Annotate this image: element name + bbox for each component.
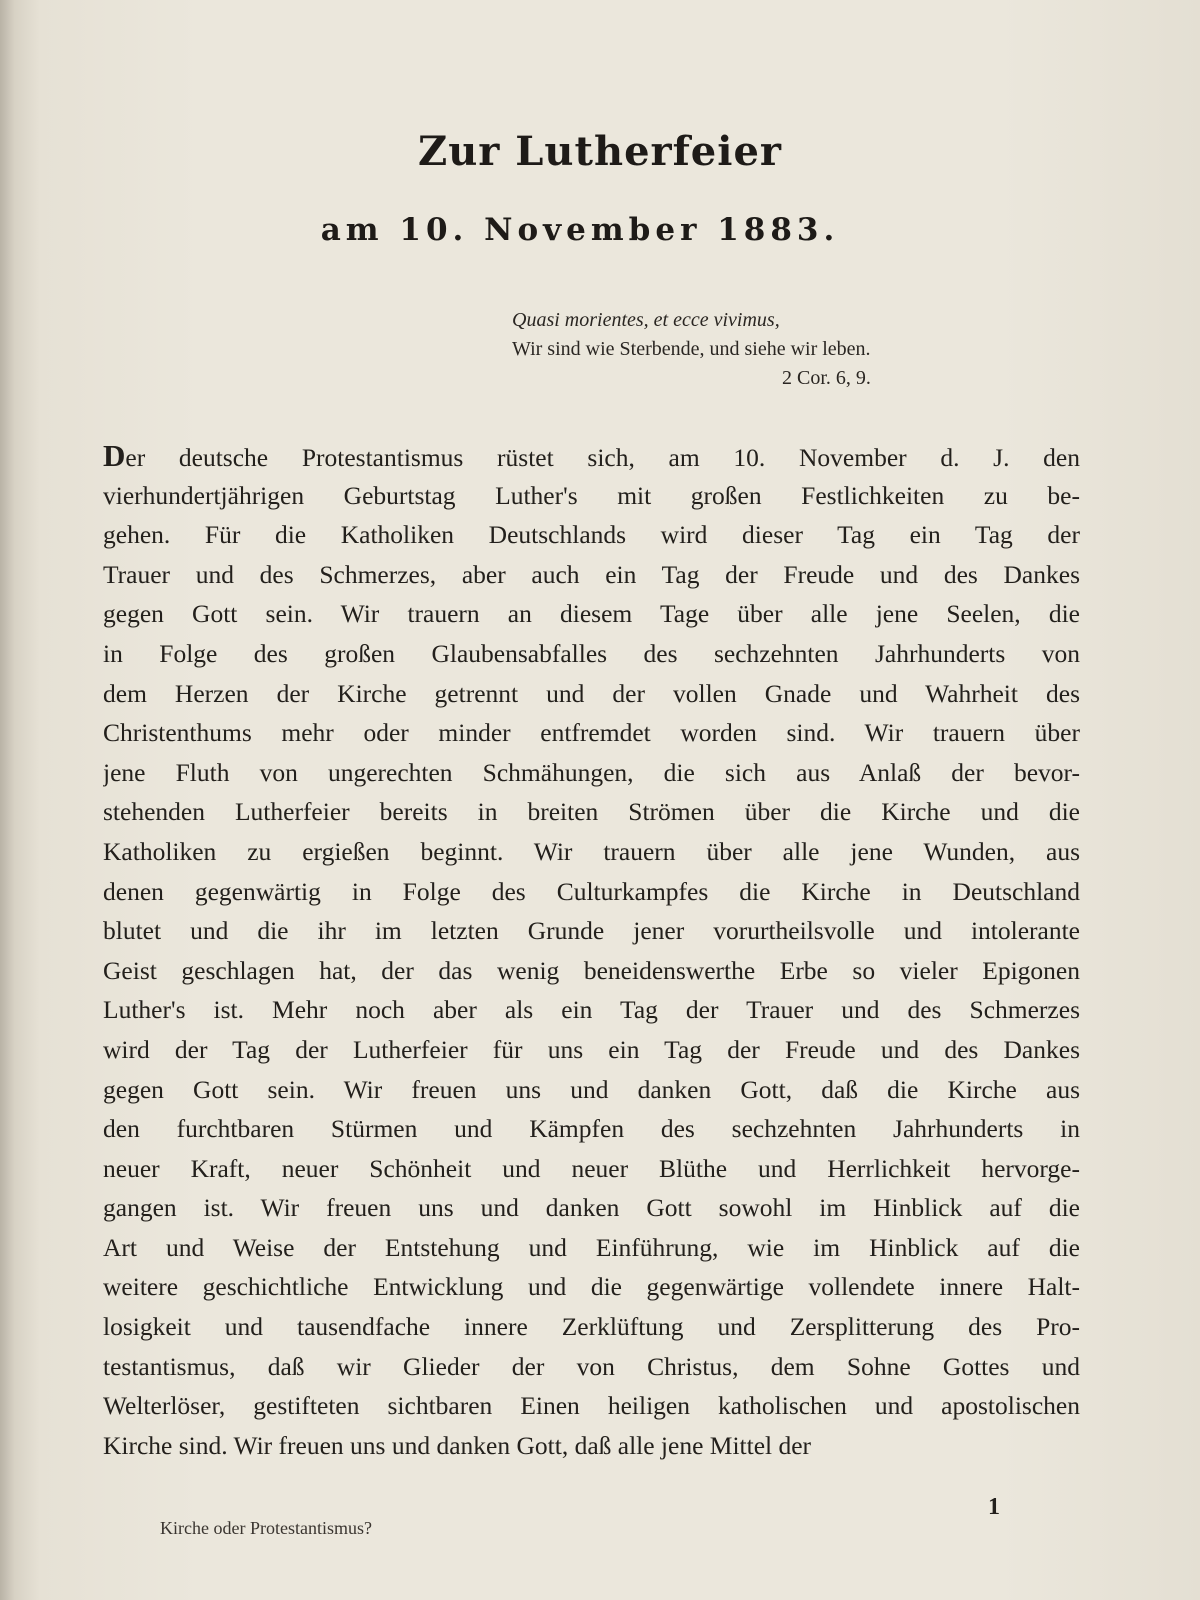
body-line: weitere geschichtliche Entwicklung und die gegenwärtige vollendete innere Halt- [103, 1272, 1080, 1302]
page-subtitle: am 10. November 1883. [320, 212, 840, 248]
page-title: Zur Lutherfeier [418, 128, 782, 175]
body-line: blutet und die ihr im letzten Grunde jener vorurtheilsvolle und intolerante [103, 916, 1080, 946]
body-line: gegen Gott sein. Wir freuen uns und danken Gott, daß die Kirche aus [103, 1074, 1080, 1104]
body-line: Art und Weise der Entstehung und Einführung, wie im Hinblick auf die [103, 1232, 1080, 1262]
body-line: dem Herzen der Kirche getrennt und der vollen Gnade und Wahrheit des [103, 678, 1080, 708]
signature-line: Kirche oder Protestantismus? [160, 1518, 372, 1538]
body-line: Geist geschlagen hat, der das wenig beneidenswerthe Erbe so vieler Epigonen [103, 955, 1080, 985]
epigraph-reference: 2 Cor. 6, 9. [782, 367, 871, 389]
body-line: gegen Gott sein. Wir trauern an diesem Tage über alle jene Seelen, die [103, 599, 1080, 629]
body-line: vierhundertjährigen Geburtstag Luther's mit großen Festlichkeiten zu be- [103, 480, 1080, 510]
body-line: jene Fluth von ungerechten Schmähungen, die sich aus Anlaß der bevor- [103, 757, 1080, 787]
body-line: Kirche sind. Wir freuen uns und danken Gott, daß alle jene Mittel der [103, 1430, 812, 1460]
body-line: gehen. Für die Katholiken Deutschlands wird dieser Tag ein Tag der [103, 520, 1080, 550]
body-line: gangen ist. Wir freuen uns und danken Gott sowohl im Hinblick auf die [103, 1193, 1080, 1223]
body-line: Luther's ist. Mehr noch aber als ein Tag der Trauer und des Schmerzes [103, 995, 1080, 1025]
body-line: Katholiken zu ergießen beginnt. Wir trauern über alle jene Wunden, aus [103, 836, 1080, 866]
epigraph-latin: Quasi morientes, et ecce vivimus, [512, 309, 780, 331]
body-line: in Folge des großen Glaubensabfalles des sechzehnten Jahrhunderts von [103, 638, 1080, 668]
body-line: den furchtbaren Stürmen und Kämpfen des sechzehnten Jahrhunderts in [103, 1114, 1080, 1144]
body-line: Trauer und des Schmerzes, aber auch ein Tag der Freude und des Dankes [103, 559, 1080, 589]
body-line: stehenden Lutherfeier bereits in breiten Strömen über die Kirche und die [103, 797, 1080, 827]
page-number: 1 [988, 1494, 1000, 1520]
body-line: neuer Kraft, neuer Schönheit und neuer Blüthe und Herrlichkeit hervorge- [103, 1153, 1080, 1183]
body-line: losigkeit und tausendfache innere Zerklüftung und Zersplitterung des Pro- [103, 1312, 1080, 1342]
drop-cap: D [103, 438, 126, 473]
epigraph-german: Wir sind wie Sterbende, und siehe wir leben. [512, 338, 871, 360]
body-line: wird der Tag der Lutherfeier für uns ein Tag der Freude und des Dankes [103, 1034, 1080, 1064]
body-line: Welterlöser, gestifteten sichtbaren Einen heiligen katholischen und apostolischen [103, 1391, 1080, 1421]
body-text [103, 436, 1080, 1465]
body-line: Christenthums mehr oder minder entfremdet worden sind. Wir trauern über [103, 718, 1080, 748]
body-line: Der deutsche Protestantismus rüstet sich, am 10. November d. J. den [103, 438, 1080, 473]
body-line: denen gegenwärtig in Folge des Culturkampfes die Kirche in Deutschland [103, 876, 1080, 906]
body-line: testantismus, daß wir Glieder der von Christus, dem Sohne Gottes und [103, 1351, 1080, 1381]
epigraph [512, 306, 1012, 393]
